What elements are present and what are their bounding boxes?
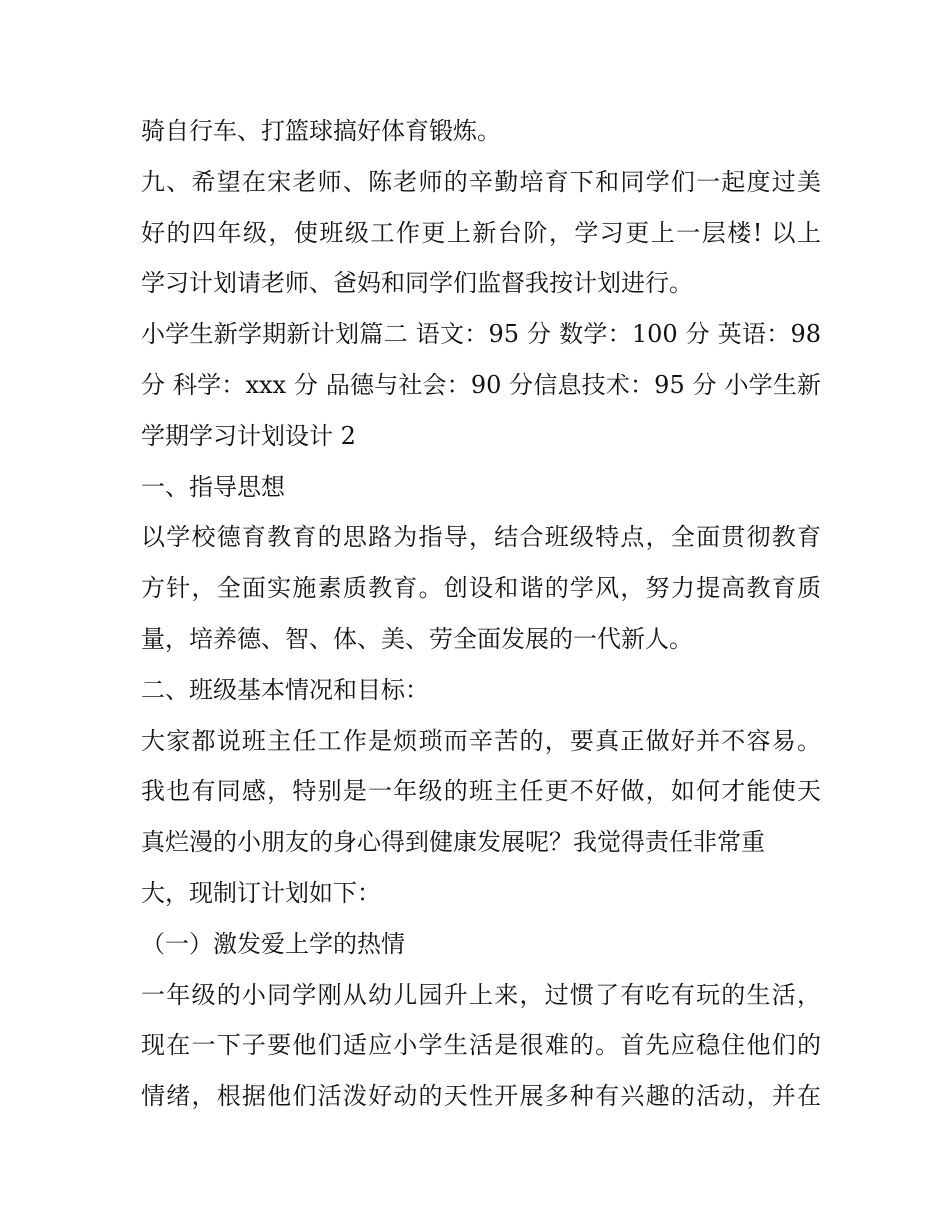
text-line: 以学校德育教育的思路为指导，结合班级特点，全面贯彻教育 — [141, 523, 821, 552]
text-line: 好的四年级，使班级工作更上新台阶，学习更上一层楼! 以上 — [141, 218, 821, 247]
text-line: 学期学习计划设计 2 — [141, 421, 356, 450]
text-line: 现在一下子要他们适应小学生活是很难的。首先应稳住他们的 — [141, 1031, 821, 1060]
section-heading: 一、指导思想 — [141, 472, 285, 501]
text-line: 小学生新学期新计划篇二 语文：95 分 数学：100 分 英语：98 — [141, 320, 821, 349]
text-line: 学习计划请老师、爸妈和同学们监督我按计划进行。 — [141, 269, 693, 298]
text-line: 真烂漫的小朋友的身心得到健康发展呢？我觉得责任非常重 — [141, 828, 765, 857]
section-heading: 二、班级基本情况和目标： — [141, 675, 429, 704]
text-line: 九、希望在宋老师、陈老师的辛勤培育下和同学们一起度过美 — [141, 167, 821, 196]
text-line: 大家都说班主任工作是烦琐而辛苦的，要真正做好并不容易。 — [141, 726, 821, 755]
text-line: 骑自行车、打篮球搞好体育锻炼。 — [141, 117, 501, 145]
document-body — [141, 106, 821, 1122]
text-line: 一年级的小同学刚从幼儿园升上来，过惯了有吃有玩的生活， — [141, 980, 821, 1009]
text-line: 方针，全面实施素质教育。创设和谐的学风，努力提高教育质 — [141, 574, 821, 603]
text-line: 分 科学：xxx 分 品德与社会：90 分信息技术：95 分 小学生新 — [141, 370, 821, 399]
subsection-heading: （一）激发爱上学的热情 — [141, 929, 405, 958]
text-line: 情绪，根据他们活泼好动的天性开展多种有兴趣的活动，并在 — [141, 1082, 821, 1111]
text-line: 我也有同感，特别是一年级的班主任更不好做，如何才能使天 — [141, 777, 821, 806]
text-line: 量，培养德、智、体、美、劳全面发展的一代新人。 — [141, 624, 693, 653]
text-line: 大，现制订计划如下： — [141, 878, 381, 907]
